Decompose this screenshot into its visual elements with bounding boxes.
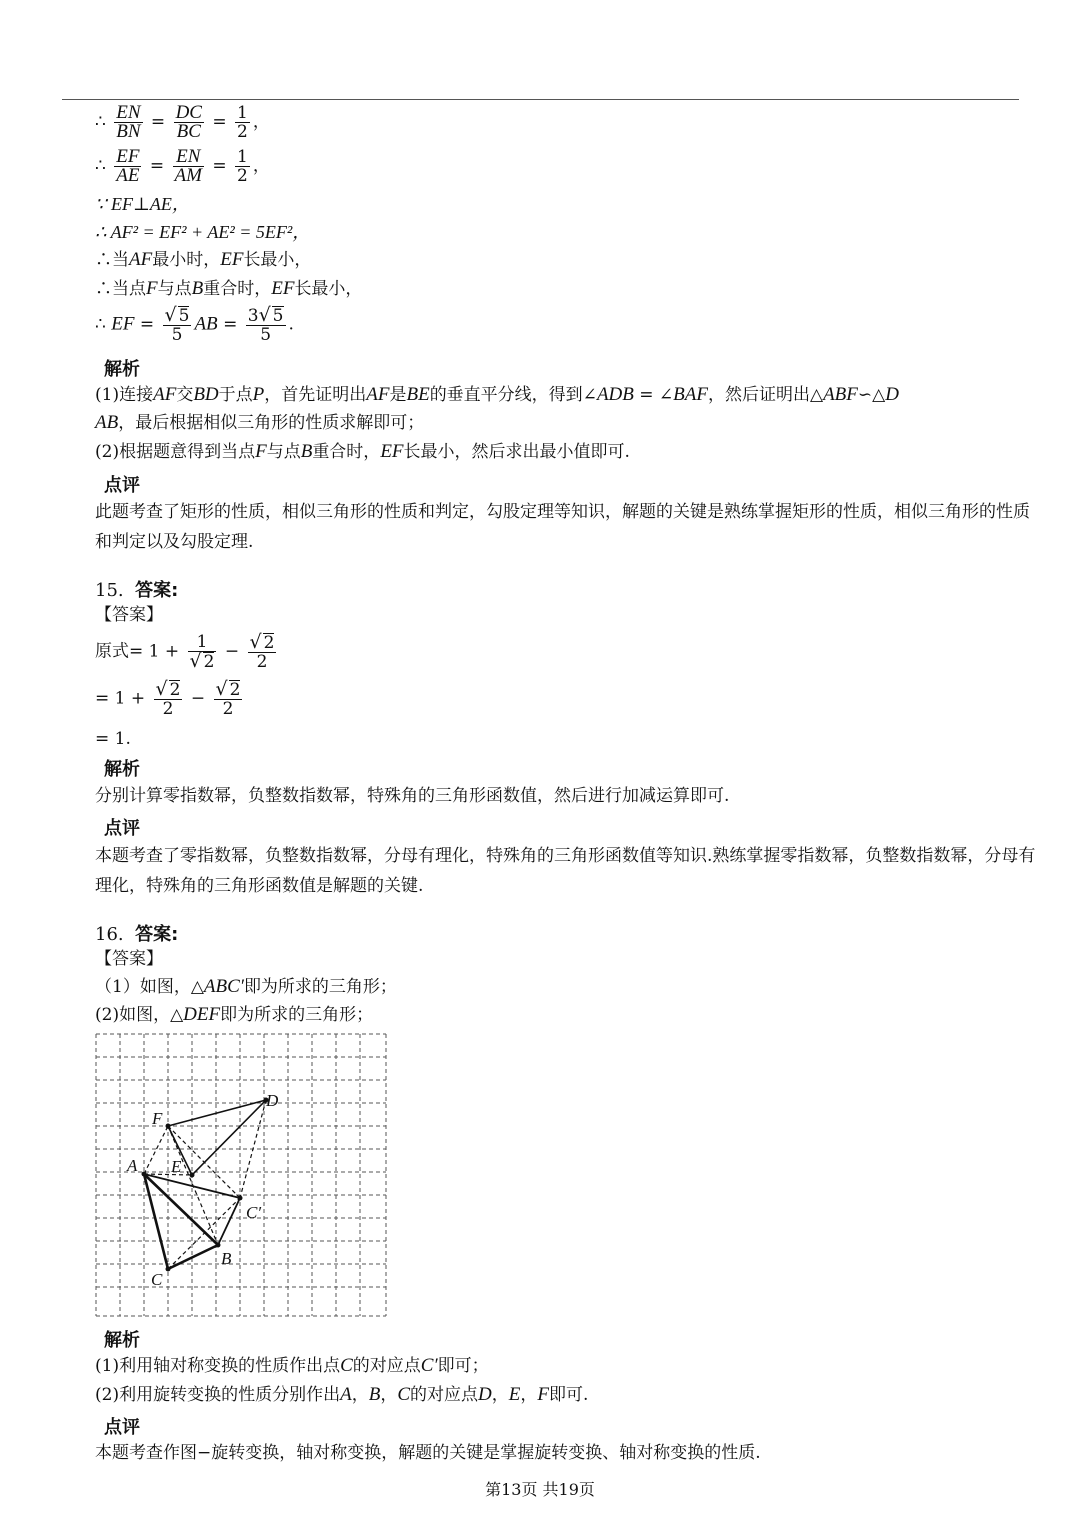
formula-row-2 [95,680,245,718]
sqrt-icon: √ [258,304,271,326]
section-heading-jiexi-16: 解析 [104,1330,140,1351]
text: = [144,156,170,176]
text: = [217,314,243,335]
text: 最小时， [152,250,221,270]
text: ， [491,1385,509,1405]
question-16-header [95,920,178,946]
math-var: C [340,1355,353,1376]
math-var: C′ [420,1355,438,1376]
text: ， [351,1385,369,1405]
numerator [154,680,183,700]
radicand: 2 [263,633,275,653]
comment-15: 本题考查了零指数幂，负整数指数幂，分母有理化，特殊角的三角形函数值等知识.熟练掌握零指数幂，负整数指数幂，分母有理化，特殊角的三角形函数值是解题的关键. [95,846,1036,896]
text: ∽△ [857,385,886,405]
dashed-a-e [144,1174,192,1175]
text: = [206,156,233,176]
text: ， [520,1385,538,1405]
explain-15: 分别计算零指数幂，负整数指数幂，特殊角的三角形函数值，然后进行加减运算即可. [95,786,730,806]
formula-line-2 [95,148,270,185]
text: （1）如图，△ [95,977,204,997]
denominator: 5 [171,325,183,345]
text: ∴当 [95,250,129,270]
page-footer: 第13页 共19页 [485,1480,595,1499]
formula-line-4: ∴ AF² = EF² + AE² = 5EF²， [95,222,311,242]
fraction [114,104,142,141]
formula-line-7 [95,306,294,344]
text: = [145,112,171,132]
math-var: BD [193,384,219,405]
fraction [173,148,204,185]
point-b [216,1243,221,1248]
denominator: 2 [237,122,248,142]
math-var: ABF [823,384,858,405]
answer-label: 答案: [135,580,179,601]
text: = [206,112,233,132]
text: 于点 [218,385,253,405]
math-var: DEF [183,1004,221,1025]
math-var: EF [271,278,295,299]
math-var: EF [220,249,244,270]
text: ∴当点 [95,279,146,299]
math-var: B [191,278,204,299]
label-c-prime: C′ [246,1203,262,1222]
formula-row-3: = 1. [95,729,131,749]
radicand: 2 [169,680,181,700]
math-var: F [255,441,267,462]
math-var: D [885,384,899,405]
point-c-prime [238,1196,243,1201]
text: (1)利用轴对称变换的性质作出点 [95,1356,341,1376]
section-heading-dianping-15: 点评 [104,818,140,839]
sqrt-icon: √ [215,678,228,700]
text: = ∠ [633,385,674,405]
grid-figure [94,1032,390,1318]
analysis-line-1 [95,384,899,406]
section-heading-dianping: 点评 [104,475,140,496]
point-f [166,1124,171,1129]
math-var: AB [95,412,119,433]
denominator: AM [174,165,202,186]
text: 的对应点 [352,1356,421,1376]
formula-line-6 [95,278,362,300]
text: − [185,688,211,709]
triangle-def [168,1100,266,1175]
triangle-abc [144,1174,218,1269]
question-15-header [95,576,178,602]
numerator: DC [175,102,202,123]
numerator: 1 [237,147,248,167]
point-e [190,1173,195,1178]
text: 即可. [548,1385,589,1405]
text: (1)连接 [95,385,154,405]
sqrt-icon: √ [164,304,177,326]
answer-16-part-2 [95,1004,373,1026]
math-var: B [300,441,313,462]
text: ∴ [95,314,112,335]
text: ∴ [95,156,112,176]
header-rule [62,99,1019,100]
numerator [163,306,192,326]
text: 交 [176,385,194,405]
denominator: AE [116,165,140,186]
math-var: AF [153,384,177,405]
text: 是 [389,385,407,405]
explain-16-line-1 [95,1355,489,1377]
fraction [188,633,217,671]
math-var: C [397,1384,410,1405]
text: 重合时， [203,279,272,299]
comment-paragraph: 此题考查了矩形的性质，相似三角形的性质和判定，勾股定理等知识，解题的关键是熟练掌握矩形的性质，相似三角形的性质和判定以及勾股定理. [95,502,1030,552]
text: ，然后证明出△ [708,385,824,405]
radicand: 5 [178,306,190,326]
text: 的对应点 [410,1385,478,1405]
numerator: EN [173,148,204,167]
math-var: F [146,278,158,299]
analysis-line-2 [95,412,424,434]
text: 与点 [157,279,192,299]
math-var: EF [380,441,404,462]
label-c: C [151,1270,163,1289]
text: (2)根据题意得到当点 [95,442,256,462]
denominator: 2 [237,166,248,186]
math-var: AB [194,313,218,335]
formula-line-1 [95,104,270,141]
formula-row-1 [95,633,279,671]
radicand: 2 [229,680,241,700]
point-a [142,1172,147,1177]
text: 长最小， [294,279,363,299]
math-var: A [340,1384,352,1405]
fraction [174,104,204,141]
fraction [163,306,192,344]
denominator: 2 [222,699,234,719]
math-var: BAF [673,384,708,405]
text: 的垂直平分线，得到∠ [429,385,597,405]
text: (2)如图，△ [95,1005,184,1025]
numerator: 1 [188,633,217,652]
text: − [219,641,245,662]
fraction [235,148,250,185]
math-var: F [537,1384,549,1405]
sqrt-icon: √ [189,650,202,672]
text: . [288,314,294,335]
text: (2)利用旋转变换的性质分别作出 [95,1385,341,1405]
text: = 1 + [95,688,151,709]
answer-16-part-1 [95,976,397,998]
analysis-line-3 [95,441,630,463]
numerator [214,680,243,700]
fraction [248,633,277,671]
math-var: D [478,1384,492,1405]
text: 即可； [437,1356,489,1376]
comment-16: 本题考查作图−旋转变换，轴对称变换，解题的关键是掌握旋转变换、轴对称变换的性质. [95,1443,761,1463]
numerator [248,633,277,653]
point-c [166,1267,171,1272]
numerator: EF [116,146,140,167]
fraction [246,306,286,344]
math-var: AF [129,249,153,270]
math-var: AF [366,384,390,405]
section-heading-dianping-16: 点评 [104,1417,140,1438]
text: ， [252,156,270,176]
fraction [154,680,183,718]
label-f: F [152,1109,163,1128]
section-heading-jiexi: 解析 [104,359,140,380]
denominator: 2 [162,699,174,719]
answer-tag: 【答案】 [95,605,163,625]
text: ，最后根据相似三角形的性质求解即可； [118,413,425,433]
fraction [235,104,250,141]
text: ， [252,112,270,132]
label-b: B [221,1249,232,1268]
text: ∴ [95,112,112,132]
text: = [134,314,160,335]
radicand: 2 [203,652,215,672]
question-number: 15. [95,580,124,601]
dashed-a-f [144,1126,168,1174]
math-var: EF [111,313,135,335]
numerator: EN [116,102,141,123]
fraction [214,680,243,718]
math-var: ABC′ [203,976,244,997]
label-e: E [171,1157,182,1176]
text: 原式= 1 + [95,641,185,662]
text: 长最小，然后求出最小值即可. [403,442,630,462]
question-number: 16. [95,924,124,945]
label-d: D [266,1091,279,1110]
text: 与点 [266,442,301,462]
answer-tag-16: 【答案】 [95,949,163,969]
text: 重合时， [312,442,381,462]
explain-16-line-2 [95,1384,588,1406]
numerator [246,306,286,326]
fraction [114,148,141,185]
math-var: E [508,1384,521,1405]
label-a: A [127,1156,138,1175]
text: ， [380,1385,398,1405]
radicand: 5 [272,306,284,326]
denominator: 5 [260,325,272,345]
text: ，首先证明出 [264,385,367,405]
math-var: ADB [596,384,634,405]
denominator: 2 [256,652,268,672]
formula-line-5 [95,249,311,271]
numerator: 1 [237,103,248,123]
answer-label: 答案: [135,924,179,945]
math-var: B [368,1384,381,1405]
math-var: P [252,384,265,405]
denominator: BN [116,121,141,142]
coefficient: 3 [247,306,259,326]
grid-lines [96,1034,386,1316]
text: 长最小， [243,250,312,270]
sqrt-icon: √ [249,631,262,653]
sqrt-icon: √ [155,678,168,700]
denominator [188,652,217,671]
formula-line-3: ∵ EF⊥AE， [95,194,190,214]
section-heading-jiexi-15: 解析 [104,759,140,780]
math-var: BE [406,384,430,405]
text: 即为所求的三角形； [220,1005,374,1025]
text: 即为所求的三角形； [243,977,397,997]
denominator: BC [176,121,201,142]
